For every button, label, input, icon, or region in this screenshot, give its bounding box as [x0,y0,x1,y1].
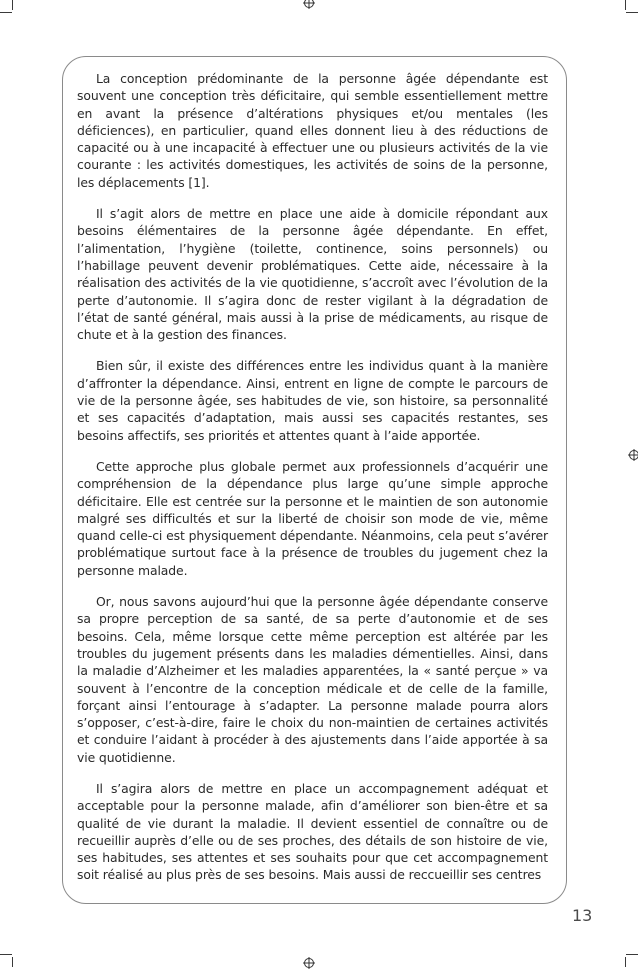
paragraph: Il s’agit alors de mettre en place une aide à domicile répondant aux besoins élémentaires de la personne âgée dépendante. En effet, l’alimentation, l’hygiène (toilette, continence, soins personnels) ou l’habillage peuvent devenir problématiques. Cette aide, nécessaire à la réalisation des activités de la vie quotidienne, s’accroît avec l’évolution de la perte d’autonomie. Il s’agira donc de rester vigilant à la dégradation de l’état de santé général, mais aussi à la prise de médicaments, au risque de chute et à la gestion des finances. [77,205,548,343]
crop-mark-icon [625,957,626,967]
crop-mark-icon [12,0,13,10]
crop-mark-icon [0,12,12,13]
paragraph: Bien sûr, il existe des différences entre les individus quant à la manière d’affronter la dépendance. Ainsi, entrent en ligne de compte le parcours de vie de la personne âgée, ses habitudes de vie, son histoire, sa personnalité et ses capacités d’adaptation, mais aussi ses capacités restantes, ses besoins affectifs, ses priorités et attentes quant à l’aide apportée. [77,357,548,443]
crosshair-circle-icon [303,957,315,969]
crop-mark-icon [0,954,12,955]
crop-mark-icon [625,0,626,10]
crosshair-circle-icon [303,0,315,9]
page-number: 13 [572,906,592,925]
paragraph: Cette approche plus globale permet aux professionnels d’acquérir une compréhension de la dépendance plus large qu’une simple approche déficitaire. Elle est centrée sur la personne et le maintien de son autonomie malgré ses difficultés et sur la liberté de choisir son mode de vie, même quand celle-ci est physiquement dépendante. Néanmoins, cela peut s’avérer problématique surtout face à la présence de troubles du jugement chez la personne malade. [77,458,548,579]
paragraph: La conception prédominante de la personne âgée dépendante est souvent une conception très déficitaire, qui semble essentiellement mettre en avant la présence d’altérations physiques et/ou mentales (les déficiences), en particulier, quand elles donnent lieu à des réductions de capacité ou à une incapacité à effectuer une ou plusieurs activités de la vie courante : les activités domestiques, les activités de soins de la personne, les déplacements [1]. [77,70,548,191]
crop-mark-icon [626,12,638,13]
crop-mark-icon [12,957,13,967]
paragraph: Il s’agira alors de mettre en place un accompagnement adéquat et acceptable pour la personne malade, afin d’améliorer son bien-être et sa qualité de vie durant la maladie. Il devient essentiel de connaître ou de recueillir auprès d’elle ou de ses proches, des détails de son histoire de vie, ses habitudes, ses attentes et ses souhaits pour que cet accompagnement soit réalisé au plus près de ses besoins. Mais aussi de reccueillir ses centres [77,780,548,884]
crosshair-circle-icon [628,449,638,461]
crop-mark-icon [626,954,638,955]
page-body [77,70,548,898]
paragraph: Or, nous savons aujourd’hui que la personne âgée dépendante conserve sa propre perception de sa santé, de sa perte d’autonomie et de ses besoins. Cela, même lorsque cette même perception est altérée par les troubles du jugement présents dans les maladies démentielles. Ainsi, dans la maladie d’Alzheimer et les maladies apparentées, la « santé perçue » va souvent à l’encontre de la conception médicale et de celle de la famille, forçant ainsi l’entourage à s’adapter. La personne malade pourra alors s’opposer, c’est-à-dire, faire le choix du non-maintien de certaines activités et conduire l’aidant à procéder à des ajustements dans l’aide apportée à sa vie quotidienne. [77,593,548,766]
